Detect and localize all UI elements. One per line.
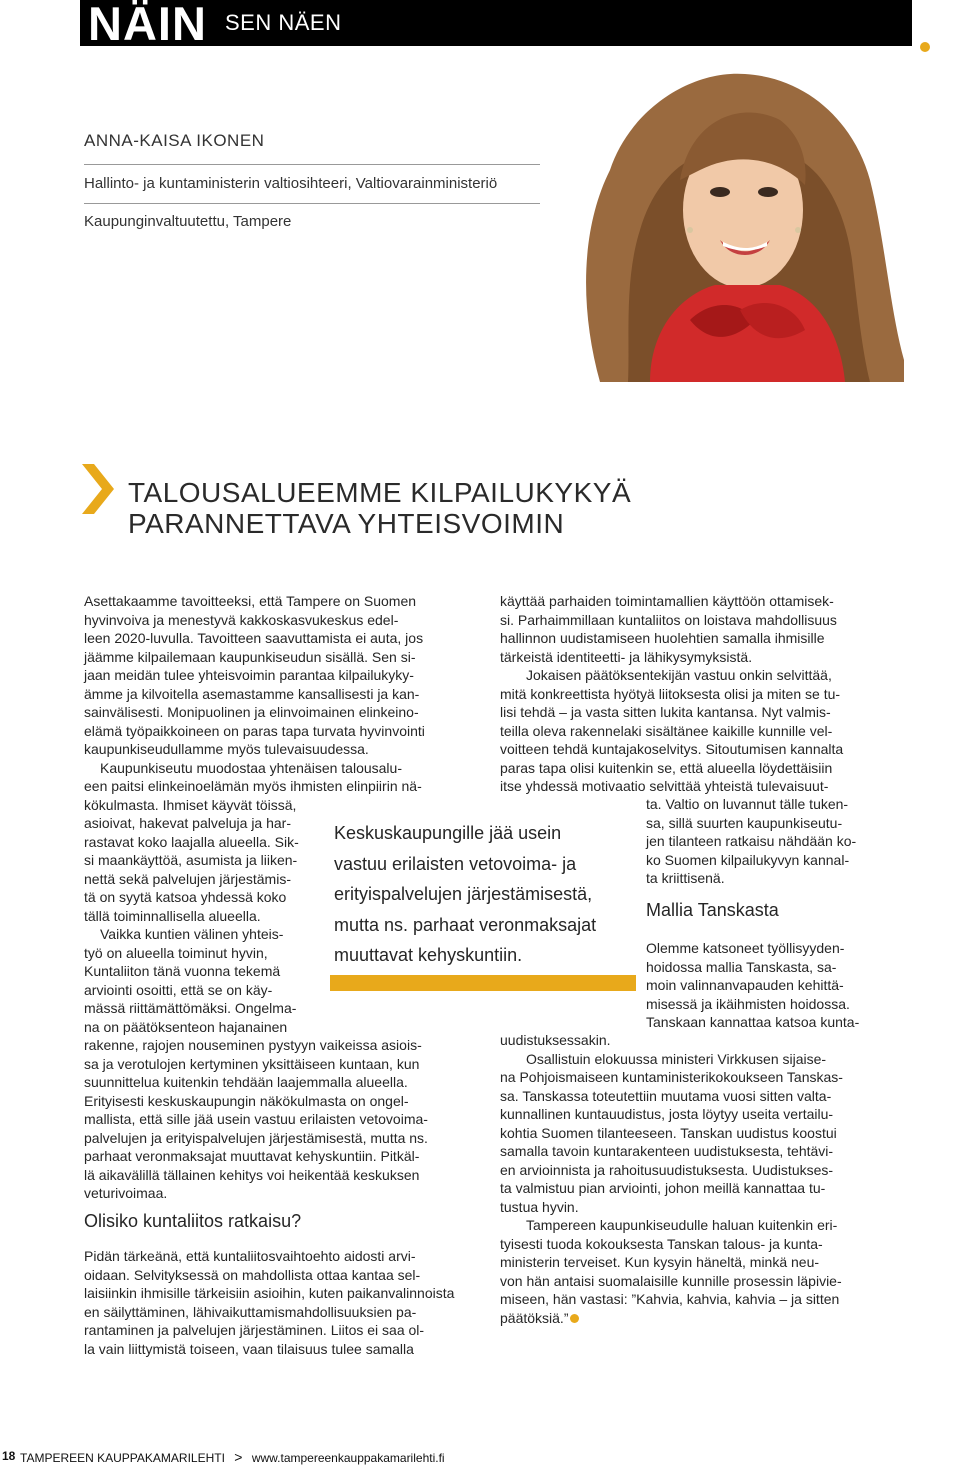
text-line: Pidän tärkeänä, että kuntaliitosvaihtoehto aidosti arvi- [84, 1248, 416, 1264]
text-line: hoidossa mallia Tanskasta, sa- [646, 958, 837, 975]
paragraph [646, 939, 886, 1032]
text-line: arviointi osoitti, että se on käy- [84, 981, 273, 998]
pull-quote-accent-bar [330, 975, 636, 991]
text-line: jaan meidän tulee yhteisvoimin parantaa kilpailukyky- [84, 667, 414, 683]
author-photo [540, 60, 904, 382]
pull-quote-line: vastuu erilaisten vetovoima- ja [334, 853, 577, 874]
text-line: samalla tavoin kuntarakenteen uudistuksesta, tehtävi- [500, 1143, 834, 1159]
text-line: na Pohjoismaiseen kuntaministerikokoukseen Tanskas- [500, 1069, 843, 1085]
pull-quote-line: muuttavat kehyskuntiin. [334, 945, 523, 965]
text-line: työ on alueella toiminut hyvin, [84, 944, 268, 961]
text-line: rakenne, rajojen nouseminen pystyyn vaikeissa asiois- [84, 1037, 422, 1053]
text-line: tyisesti tuoda kokouksesta Tanskan talous- ja kunta- [500, 1235, 823, 1252]
text-line: moin valinnanvapauden kehittä- [646, 977, 844, 993]
text-line: Osallistuin elokuussa ministeri Virkkusen sijaise- [526, 1050, 827, 1067]
text-line: na on päätöksenteon hajanainen [84, 1018, 288, 1035]
author-role: Hallinto- ja kuntaministerin valtiosihteeri, Valtiovarainministeriö [84, 175, 498, 192]
paragraph [500, 1216, 890, 1327]
author-name: ANNA-KAISA IKONEN [84, 131, 265, 150]
text-line: elämä työpaikkoineen on paras tapa turvata hyvinvointi [84, 722, 425, 739]
text-line: suunnittelua kuitenkin tehdään laajemmalla alueella. [84, 1074, 408, 1090]
text-line: miseen, hän vastasi: ”Kahvia, kahvia, kahvia – ja sitten [500, 1291, 840, 1307]
text-line: itse yhdessä motivaatio selvittää yhteistä tulevaisuut- [500, 778, 829, 794]
text-line: Jokaisen päätöksentekijän vastuu onkin selvittää, [526, 667, 832, 683]
text-line: Tampereen kaupunkiseudulle haluan kuitenkin eri- [526, 1217, 838, 1233]
paragraph [500, 592, 890, 666]
text-line: ministerin terveiset. Kun kysyin häneltä, minkä neu- [500, 1254, 820, 1270]
chevron-right-icon [82, 464, 114, 519]
text-line: uudistuksessakin. [500, 1032, 611, 1048]
text-line: leen 2020-luvulla. Tavoitteen saavuttamista ei auta, jos [84, 630, 424, 646]
text-line: oidaan. Selvityksessä on mahdollista ottaa kantaa sel- [84, 1266, 421, 1283]
column-2-narrow-2 [646, 939, 886, 1032]
subheading: Olisiko kuntaliitos ratkaisu? [84, 1211, 302, 1231]
text-line: päätöksiä.” [500, 1309, 569, 1326]
text-line: Vaikka kuntien välinen yhteis- [100, 926, 284, 942]
paragraph [84, 592, 484, 759]
text-line: si maankäyttöä, asumista ja liiken- [84, 852, 298, 868]
text-line: tustua hyvin. [500, 1198, 579, 1215]
headline-line: PARANNETTAVA YHTEISVOIMIN [128, 508, 565, 539]
text-line: ko Suomen kilpailukyvyn kannal- [646, 851, 850, 868]
end-mark-icon [570, 1314, 579, 1323]
text-line: la vain liittymistä toiseen, vaan tilaisuus tulee samalla [84, 1340, 414, 1357]
text-line: en arvioinnista ja rahoitusuudistuksesta. Uudistukses- [500, 1161, 834, 1178]
divider [84, 203, 540, 204]
text-line: tällä toiminnallisella alueella. [84, 907, 261, 924]
column-1-closing [84, 1247, 484, 1358]
text-line: Erityisesti keskuskaupungin näkökulmasta on ongel- [84, 1092, 409, 1109]
text-line: Olemme katsoneet työllisyyden- [646, 940, 845, 956]
text-line: voitteen tehdä kuntajakoselvitys. Sitoutumisen kannalta [500, 741, 844, 757]
text-line: tä on syytä katsoa yhdessä koko [84, 889, 287, 905]
author-role-secondary: Kaupunginvaltuutettu, Tampere [84, 213, 292, 230]
text-line: paras tapa olisi kuitenkin se, että alueella löydettäisiin [500, 759, 833, 776]
paragraph [84, 1247, 484, 1358]
text-line: jäämme kilpailemaan kaupunkiseudun sisällä. Sen si- [84, 648, 416, 665]
paragraph [646, 795, 886, 888]
text-line: en säilyttäminen, lähivaikuttamismahdollisuuksien pa- [84, 1303, 417, 1320]
text-line: parhaat veronmaksajat muuttavat kehyskuntiin. Pitkäl- [84, 1148, 420, 1164]
text-line: lisi tehdä – ja vasta sitten lukita kantansa. Nyt valmis- [500, 704, 831, 720]
text-line: palvelujen ja erityispalvelujen järjestämisestä, mutta ns. [84, 1129, 428, 1146]
subheading: Mallia Tanskasta [646, 900, 779, 920]
separator-icon: > [234, 1449, 243, 1465]
text-line: käyttää parhaiden toimintamallien käyttöön ottamisek- [500, 593, 834, 609]
text-line: sa. Tanskassa toteutettiin muutama vuosi sitten valta- [500, 1087, 832, 1104]
column-2-top [500, 592, 890, 796]
text-line: kohtia Suomen tilanteeseen. Tanskan uudistus koostui [500, 1124, 837, 1141]
text-line: ta. Valtio on luvannut tälle tuken- [646, 796, 849, 812]
text-line: ta kriittisenä. [646, 870, 725, 886]
accent-dot [920, 42, 930, 52]
text-line: sa ja verotulojen kertyminen yksittäiseen kuntaan, kun [84, 1055, 420, 1072]
text-line: sainvälisesti. Monipuolinen ja elinvoimainen elinkeino- [84, 704, 419, 720]
text-line: rastavat koko laajalla alueella. Sik- [84, 833, 299, 850]
publication-name: TAMPEREEN KAUPPAKAMARILEHTI [20, 1451, 225, 1465]
headline-line: TALOUSALUEEMME KILPAILUKYKYÄ [128, 477, 632, 508]
text-line: hyvinvoiva ja menestyvä kakkoskasvukeskus edel- [84, 611, 399, 628]
text-line: Asettakaamme tavoitteeksi, että Tampere on Suomen [84, 593, 417, 609]
text-line: nettä sekä palvelujen järjestämis- [84, 870, 291, 887]
text-line: een paitsi elinkeinoelämän myös ihmisten elinpiirin nä- [84, 778, 422, 794]
column-2-bottom [500, 1031, 890, 1327]
paragraph [500, 1031, 890, 1050]
text-line: ta valmistuu pian arviointi, johon meillä kannattaa tu- [500, 1180, 826, 1196]
text-line: kunnallinen kuntauudistus, josta löytyy useita vertailu- [500, 1106, 834, 1122]
section-subtitle: SEN NÄEN [225, 10, 342, 35]
text-line: von hän antaisi suomalaisille kunnille prosessin läpivie- [500, 1272, 842, 1289]
text-line: jen tilanteen ratkaisu nähdään ko- [646, 833, 857, 849]
text-line: lä aikavälillä tällainen kehitys voi heikentää keskuksen [84, 1166, 420, 1183]
text-line: kaupunkiseudullamme myös tulevaisuudessa. [84, 741, 369, 757]
text-line: mitä konkreettista hyötyä liitoksesta olisi ja miten se tu- [500, 685, 841, 702]
pull-quote-line: erityispalvelujen järjestämisestä, [334, 884, 593, 904]
text-line: rantaminen ja palvelujen järjestäminen. Liitos ei saa ol- [84, 1322, 425, 1338]
publication-url[interactable]: www.tampereenkauppakamarilehti.fi [251, 1451, 445, 1465]
divider [84, 164, 540, 165]
article-headline [128, 477, 631, 539]
text-line: mallista, että sille jää usein vastuu erilaisten vetovoima- [84, 1111, 428, 1127]
text-line: asioivat, hakevat palveluja ja har- [84, 815, 292, 831]
text-line: Tanskaan kannattaa katsoa kunta- [646, 1014, 860, 1030]
text-line: laisiinkin ihmisille tärkeisiin asioihin, kuten paikanvalinnoista [84, 1285, 455, 1301]
text-line: hallinnon uudistamiseen huolehtien samalla ihmisille [500, 630, 825, 646]
paragraph [500, 666, 890, 796]
pull-quote-line: Keskuskaupungille jää usein [334, 823, 562, 843]
page-number: 18 [2, 1449, 16, 1463]
paragraph [500, 1050, 890, 1217]
footer [20, 1449, 445, 1465]
text-line: Kaupunkiseutu muodostaa yhtenäisen talousalu- [100, 759, 402, 776]
pull-quote-line: mutta ns. parhaat veronmaksajat [334, 914, 597, 935]
text-line: sa, sillä suurten kaupunkiseutu- [646, 814, 843, 831]
text-line: misessä ja ikäihmisten hoidossa. [646, 995, 850, 1012]
pull-quote [334, 818, 596, 971]
section-brand: NÄIN [88, 0, 207, 50]
text-line: si. Parhaimmillaan kuntaliitos on loistava mahdollisuus [500, 611, 837, 628]
text-line: teilla oleva rakennelaki sisältänee kaikille kunnille vel- [500, 722, 833, 739]
text-line: kökulmasta. Ihmiset käyvät töissä, [84, 796, 297, 813]
text-line: tärkeistä identiteetti- ja lähikysymyksistä. [500, 648, 753, 665]
column-2-narrow [646, 795, 886, 888]
text-line: mässä riittämättömäksi. Ongelma- [84, 1000, 297, 1016]
text-line: veturivoimaa. [84, 1185, 168, 1201]
text-line: Kuntaliiton tänä vuonna tekemä [84, 963, 281, 979]
text-line: ämme ja kilvoitella asemastamme kansallisesti ja kan- [84, 685, 420, 702]
